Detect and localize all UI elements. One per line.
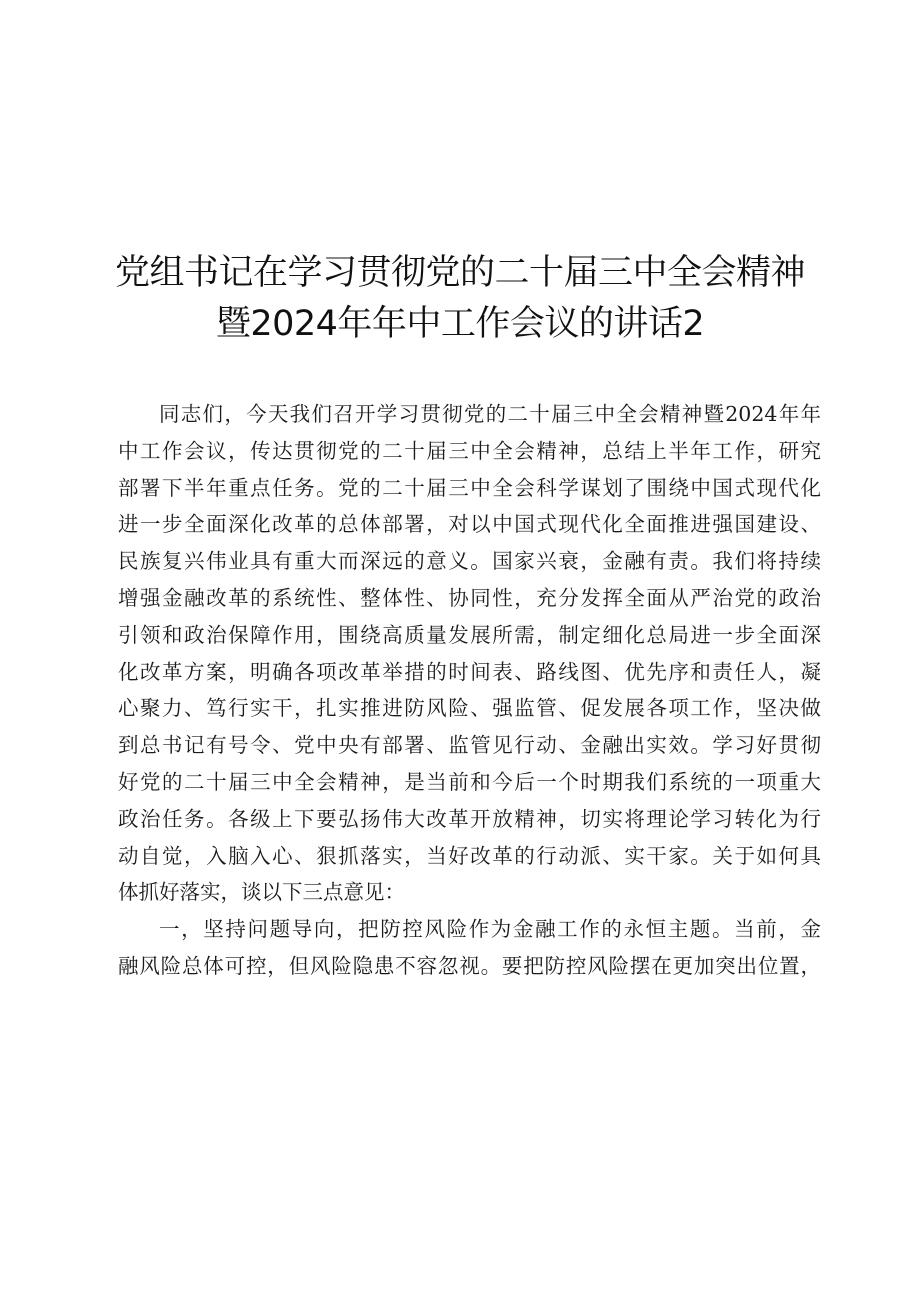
document-body [118, 396, 821, 985]
paragraph-line: 政治任务。各级上下要弘扬伟大改革开放精神，切实将理论学习转化为行 [118, 806, 821, 831]
paragraph-line: 同志们，今天我们召开学习贯彻党的二十届三中全会精神暨2024年年 [159, 402, 821, 426]
paragraph-line: 到总书记有号令、党中央有部署、监管见行动、金融出实效。学习好贯彻 [118, 733, 821, 758]
title-line-1: 党组书记在学习贯彻党的二十届三中全会精神 [114, 253, 805, 293]
paragraph-line: 一，坚持问题导向，把防控风险作为金融工作的永恒主题。当前，金 [159, 917, 821, 942]
paragraph-line: 化改革方案，明确各项改革举措的时间表、路线图、优先序和责任人，凝 [118, 659, 821, 684]
paragraph-line: 好党的二十届三中全会精神，是当前和今后一个时期我们系统的一项重大 [118, 769, 821, 794]
paragraph-1 [118, 396, 821, 911]
paragraph-line: 民族复兴伟业具有重大而深远的意义。国家兴衰，金融有责。我们将持续 [118, 549, 821, 574]
paragraph-line: 融风险总体可控，但风险隐患不容忽视。要把防控风险摆在更加突出位置， [118, 953, 821, 978]
paragraph-line: 引领和政治保障作用，围绕高质量发展所需，制定细化总局进一步全面深 [118, 622, 821, 647]
paragraph-line: 动自觉，入脑入心、狠抓落实，当好改革的行动派、实干家。关于如何具 [118, 843, 821, 868]
paragraph-line: 增强金融改革的系统性、整体性、协同性，充分发挥全面从严治党的政治 [118, 585, 821, 610]
document-title [100, 248, 820, 350]
paragraph-line: 中工作会议，传达贯彻党的二十届三中全会精神，总结上半年工作，研究 [118, 438, 821, 463]
paragraph-2 [118, 911, 821, 985]
paragraph-line: 部署下半年重点任务。党的二十届三中全会科学谋划了围绕中国式现代化 [118, 475, 821, 500]
title-line-2: 暨2024年年中工作会议的讲话2 [215, 304, 705, 344]
paragraph-line: 进一步全面深化改革的总体部署，对以中国式现代化全面推进强国建设、 [118, 512, 821, 537]
paragraph-line: 体抓好落实，谈以下三点意见： [118, 880, 405, 905]
paragraph-line: 心聚力、笃行实干，扎实推进防风险、强监管、促发展各项工作，坚决做 [118, 696, 821, 721]
